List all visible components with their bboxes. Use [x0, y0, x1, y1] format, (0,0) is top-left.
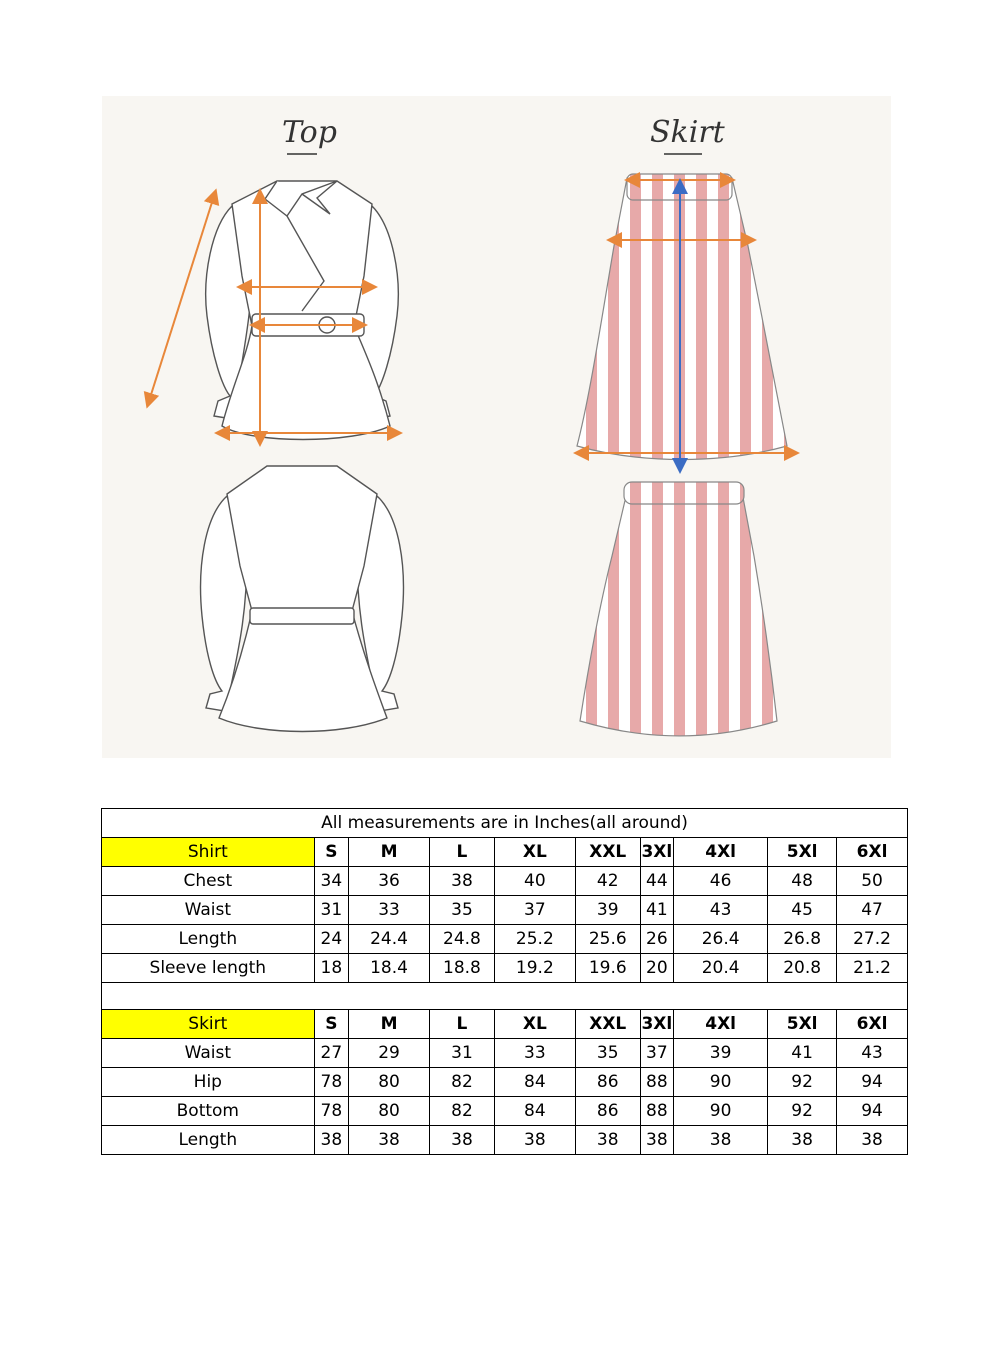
size-header: 6Xl [837, 1010, 908, 1039]
measurement-value: 33 [494, 1039, 575, 1068]
measurement-value: 33 [349, 896, 430, 925]
measurement-value: 46 [674, 867, 768, 896]
measurement-name: Hip [102, 1068, 315, 1097]
skirt-section-label: Skirt [102, 1010, 315, 1039]
measurement-value: 90 [674, 1097, 768, 1126]
top-front-sketch [206, 181, 399, 440]
measurement-value: 34 [314, 867, 348, 896]
garment-illustration [102, 96, 891, 758]
measurement-value: 25.2 [494, 925, 575, 954]
measurement-value: 41 [768, 1039, 837, 1068]
size-header: S [314, 838, 348, 867]
measurement-value: 24.4 [349, 925, 430, 954]
top-back-sketch [201, 466, 404, 732]
measurement-value: 44 [640, 867, 673, 896]
measurement-value: 35 [430, 896, 495, 925]
measurement-name: Waist [102, 896, 315, 925]
measurement-value: 38 [494, 1126, 575, 1155]
measurement-value: 38 [430, 867, 495, 896]
measurement-value: 80 [349, 1068, 430, 1097]
measurement-value: 92 [768, 1097, 837, 1126]
skirt-header-row [102, 1010, 908, 1039]
measurement-value: 19.2 [494, 954, 575, 983]
measurement-value: 38 [314, 1126, 348, 1155]
measurement-value: 38 [349, 1126, 430, 1155]
measurement-value: 38 [674, 1126, 768, 1155]
measurement-value: 50 [837, 867, 908, 896]
table-row [102, 896, 908, 925]
measurement-value: 43 [837, 1039, 908, 1068]
shirt-section-label: Shirt [102, 838, 315, 867]
size-header: XXL [575, 838, 640, 867]
size-header: L [430, 1010, 495, 1039]
measurement-value: 21.2 [837, 954, 908, 983]
measurement-value: 90 [674, 1068, 768, 1097]
measurement-value: 26.4 [674, 925, 768, 954]
measurement-value: 26 [640, 925, 673, 954]
measurement-name: Waist [102, 1039, 315, 1068]
measurement-value: 24 [314, 925, 348, 954]
top-label: Top [282, 115, 337, 150]
measurement-value: 82 [430, 1097, 495, 1126]
measurement-name: Sleeve length [102, 954, 315, 983]
size-header: L [430, 838, 495, 867]
size-header: 6Xl [837, 838, 908, 867]
measurement-value: 78 [314, 1097, 348, 1126]
measurement-value: 84 [494, 1097, 575, 1126]
measurement-value: 92 [768, 1068, 837, 1097]
table-row [102, 1068, 908, 1097]
measurement-value: 36 [349, 867, 430, 896]
table-row [102, 867, 908, 896]
measurement-value: 24.8 [430, 925, 495, 954]
measurement-value: 88 [640, 1068, 673, 1097]
measurement-value: 38 [640, 1126, 673, 1155]
measurement-name: Chest [102, 867, 315, 896]
measurement-value: 39 [674, 1039, 768, 1068]
size-header: 5Xl [768, 1010, 837, 1039]
measurement-value: 94 [837, 1097, 908, 1126]
skirt-front-sketch [577, 174, 787, 460]
table-row [102, 1126, 908, 1155]
table-row [102, 1097, 908, 1126]
measurement-value: 20.8 [768, 954, 837, 983]
measurement-value: 31 [314, 896, 348, 925]
size-header: 4Xl [674, 1010, 768, 1039]
garment-sketches [102, 96, 891, 758]
measurement-value: 84 [494, 1068, 575, 1097]
measurement-value: 38 [430, 1126, 495, 1155]
measurement-name: Length [102, 925, 315, 954]
size-header: M [349, 1010, 430, 1039]
measurement-value: 38 [575, 1126, 640, 1155]
size-header: 5Xl [768, 838, 837, 867]
measurement-value: 20 [640, 954, 673, 983]
measurement-value: 94 [837, 1068, 908, 1097]
size-chart-table [101, 808, 908, 1155]
measurement-value: 86 [575, 1068, 640, 1097]
measurement-value: 82 [430, 1068, 495, 1097]
measurement-value: 78 [314, 1068, 348, 1097]
measurement-value: 88 [640, 1097, 673, 1126]
size-header: 3Xl [640, 1010, 673, 1039]
measurement-value: 45 [768, 896, 837, 925]
measurement-value: 38 [768, 1126, 837, 1155]
measurement-value: 80 [349, 1097, 430, 1126]
measurement-value: 43 [674, 896, 768, 925]
measurement-value: 48 [768, 867, 837, 896]
measurement-name: Bottom [102, 1097, 315, 1126]
table-row [102, 925, 908, 954]
size-header: S [314, 1010, 348, 1039]
size-header: XXL [575, 1010, 640, 1039]
table-row [102, 1039, 908, 1068]
measurement-value: 86 [575, 1097, 640, 1126]
measurement-value: 37 [494, 896, 575, 925]
measurement-value: 41 [640, 896, 673, 925]
measurement-value: 38 [837, 1126, 908, 1155]
measurement-value: 31 [430, 1039, 495, 1068]
skirt-back-sketch [580, 482, 777, 736]
table-row [102, 954, 908, 983]
measurement-value: 40 [494, 867, 575, 896]
chart-caption: All measurements are in Inches(all around) [102, 809, 908, 838]
measurement-value: 20.4 [674, 954, 768, 983]
shirt-header-row [102, 838, 908, 867]
skirt-label: Skirt [650, 115, 725, 150]
size-header: M [349, 838, 430, 867]
measurement-name: Length [102, 1126, 315, 1155]
size-header: 3Xl [640, 838, 673, 867]
measurement-value: 42 [575, 867, 640, 896]
measurement-value: 47 [837, 896, 908, 925]
measurement-value: 27 [314, 1039, 348, 1068]
measurement-value: 29 [349, 1039, 430, 1068]
measurement-value: 18.8 [430, 954, 495, 983]
spacer-row [102, 983, 908, 1010]
measurement-value: 27.2 [837, 925, 908, 954]
measurement-value: 19.6 [575, 954, 640, 983]
measurement-value: 35 [575, 1039, 640, 1068]
measurement-value: 39 [575, 896, 640, 925]
measurement-value: 37 [640, 1039, 673, 1068]
size-header: XL [494, 838, 575, 867]
size-header: 4Xl [674, 838, 768, 867]
measurement-value: 18.4 [349, 954, 430, 983]
size-header: XL [494, 1010, 575, 1039]
measurement-value: 26.8 [768, 925, 837, 954]
measurement-value: 25.6 [575, 925, 640, 954]
measurement-value: 18 [314, 954, 348, 983]
